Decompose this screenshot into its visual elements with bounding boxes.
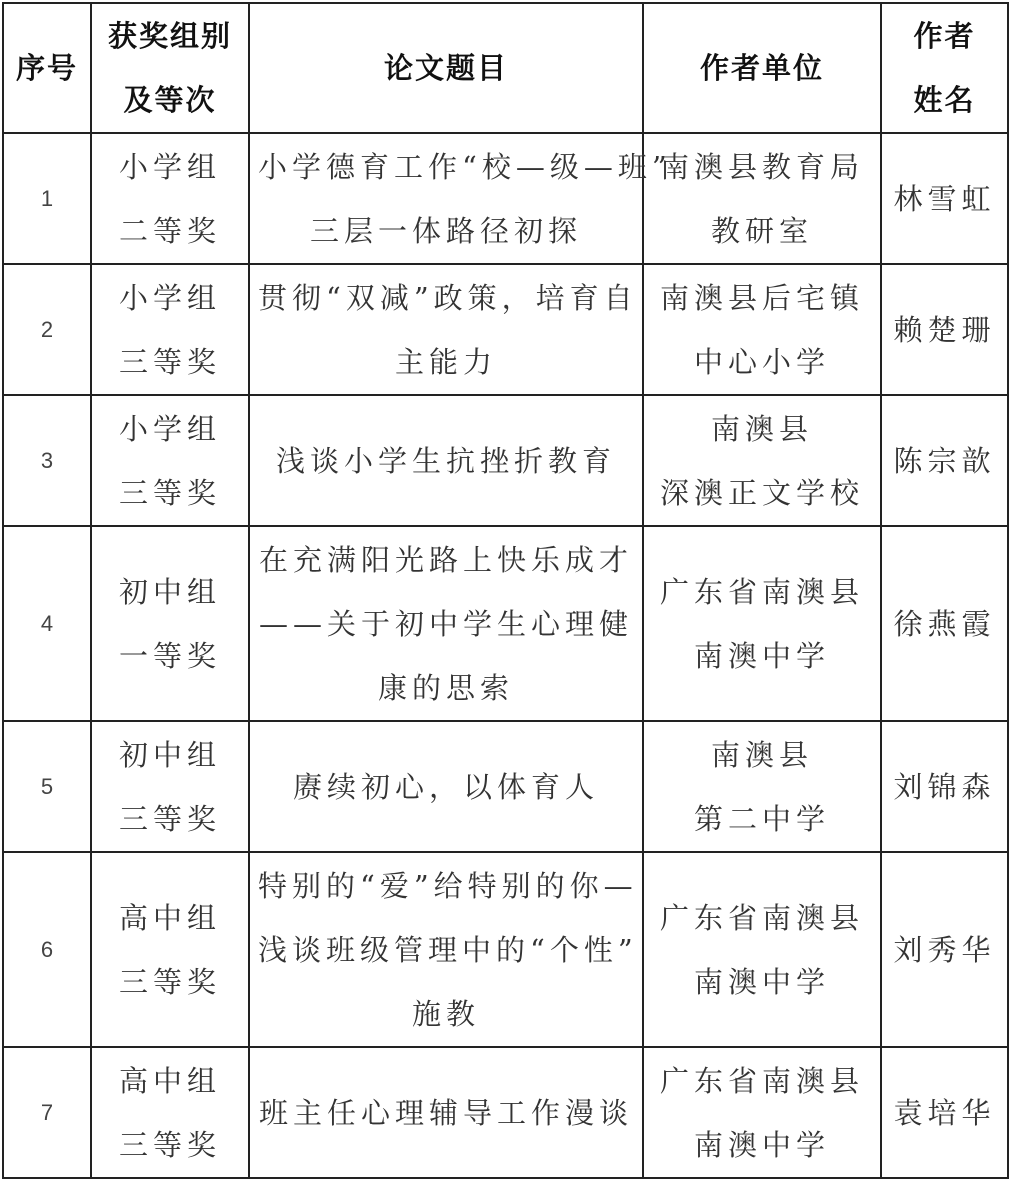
paper-title: 赓续初心，以体育人 [249, 721, 643, 852]
author-unit: 南澳县 第二中学 [643, 721, 881, 852]
row-number: 2 [3, 264, 91, 395]
table-row [3, 526, 1008, 721]
paper-title: 小学德育工作“校—级—班” 三层一体路径初探 [249, 133, 643, 264]
award-group: 小学组 二等奖 [91, 133, 249, 264]
table-row [3, 1047, 1008, 1178]
header-seq: 序号 [3, 3, 91, 133]
award-group: 初中组 三等奖 [91, 721, 249, 852]
author-name: 赖楚珊 [881, 264, 1008, 395]
header-group: 获奖组别 及等次 [91, 3, 249, 133]
row-number: 6 [3, 852, 91, 1047]
award-group: 小学组 三等奖 [91, 395, 249, 526]
header-title: 论文题目 [249, 3, 643, 133]
author-name: 徐燕霞 [881, 526, 1008, 721]
author-unit: 南澳县 深澳正文学校 [643, 395, 881, 526]
table-row [3, 721, 1008, 852]
author-name: 林雪虹 [881, 133, 1008, 264]
header-unit: 作者单位 [643, 3, 881, 133]
table-row [3, 133, 1008, 264]
paper-title: 特别的“爱”给特别的你— 浅谈班级管理中的“个性” 施教 [249, 852, 643, 1047]
table-row [3, 395, 1008, 526]
header-author: 作者 姓名 [881, 3, 1008, 133]
author-unit: 南澳县教育局 教研室 [643, 133, 881, 264]
author-unit: 广东省南澳县 南澳中学 [643, 852, 881, 1047]
award-group: 初中组 一等奖 [91, 526, 249, 721]
row-number: 1 [3, 133, 91, 264]
author-name: 袁培华 [881, 1047, 1008, 1178]
paper-title: 贯彻“双减”政策，培育自 主能力 [249, 264, 643, 395]
author-name: 刘秀华 [881, 852, 1008, 1047]
award-group: 小学组 三等奖 [91, 264, 249, 395]
table-header-row [3, 3, 1008, 133]
paper-title: 浅谈小学生抗挫折教育 [249, 395, 643, 526]
author-unit: 广东省南澳县 南澳中学 [643, 1047, 881, 1178]
table-row [3, 852, 1008, 1047]
table-row [3, 264, 1008, 395]
row-number: 4 [3, 526, 91, 721]
author-unit: 南澳县后宅镇 中心小学 [643, 264, 881, 395]
paper-title: 在充满阳光路上快乐成才 ——关于初中学生心理健 康的思索 [249, 526, 643, 721]
row-number: 5 [3, 721, 91, 852]
row-number: 7 [3, 1047, 91, 1178]
award-group: 高中组 三等奖 [91, 852, 249, 1047]
author-unit: 广东省南澳县 南澳中学 [643, 526, 881, 721]
award-group: 高中组 三等奖 [91, 1047, 249, 1178]
author-name: 陈宗歆 [881, 395, 1008, 526]
awards-table [2, 2, 1009, 1179]
paper-title: 班主任心理辅导工作漫谈 [249, 1047, 643, 1178]
row-number: 3 [3, 395, 91, 526]
author-name: 刘锦森 [881, 721, 1008, 852]
